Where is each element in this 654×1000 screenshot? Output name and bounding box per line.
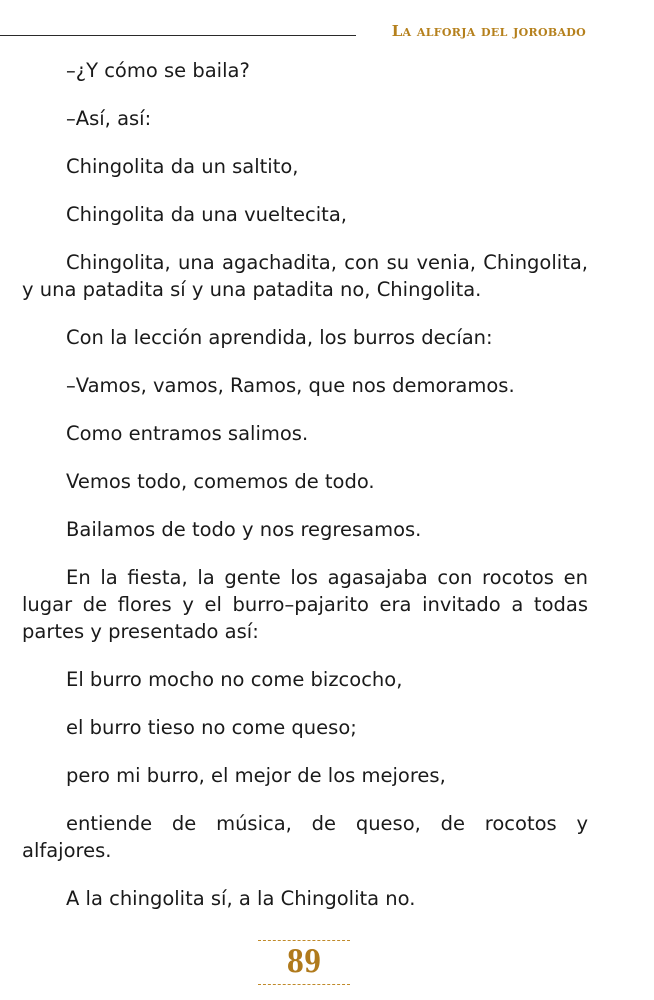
paragraph: A la chingolita sí, a la Chingolita no.: [66, 887, 416, 910]
paragraph: Chingolita da una vueltecita,: [66, 203, 347, 226]
paragraph: –¿Y cómo se baila?: [66, 59, 250, 82]
paragraph: –Vamos, vamos, Ramos, que nos demoramos.: [66, 374, 515, 397]
paragraph: Como entramos salimos.: [66, 422, 309, 445]
header-rule: [0, 35, 356, 36]
running-header: [0, 18, 654, 48]
paragraph: El burro mocho no come bizcocho,: [66, 668, 403, 691]
paragraph: Chingolita, una agachadita, con su venia, Chingolita, y una patadita sí y una patadita no, Chingolita.: [22, 251, 588, 301]
paragraph: Con la lección aprendida, los burros decían:: [66, 326, 493, 349]
book-title: La alforja del jorobado: [391, 22, 586, 40]
page-number: 89: [286, 944, 322, 980]
paragraph: entiende de música, de queso, de rocotos y alfajores.: [22, 812, 588, 862]
paragraph: Vemos todo, comemos de todo.: [66, 470, 375, 493]
paragraph: Bailamos de todo y nos regresamos.: [66, 518, 422, 541]
paragraph: –Así, así:: [66, 107, 152, 130]
page-number-block: [258, 936, 350, 988]
paragraph: pero mi burro, el mejor de los mejores,: [66, 764, 446, 787]
page-number-rule-top: [258, 940, 350, 941]
paragraph: Chingolita da un saltito,: [66, 155, 299, 178]
paragraph: En la fiesta, la gente los agasajaba con rocotos en lugar de flores y el burro–pajarito era invitado a todas partes y presentado así:: [22, 566, 588, 643]
page-body: [22, 57, 588, 933]
page-number-rule-bottom: [258, 984, 350, 985]
paragraph: el burro tieso no come queso;: [66, 716, 357, 739]
